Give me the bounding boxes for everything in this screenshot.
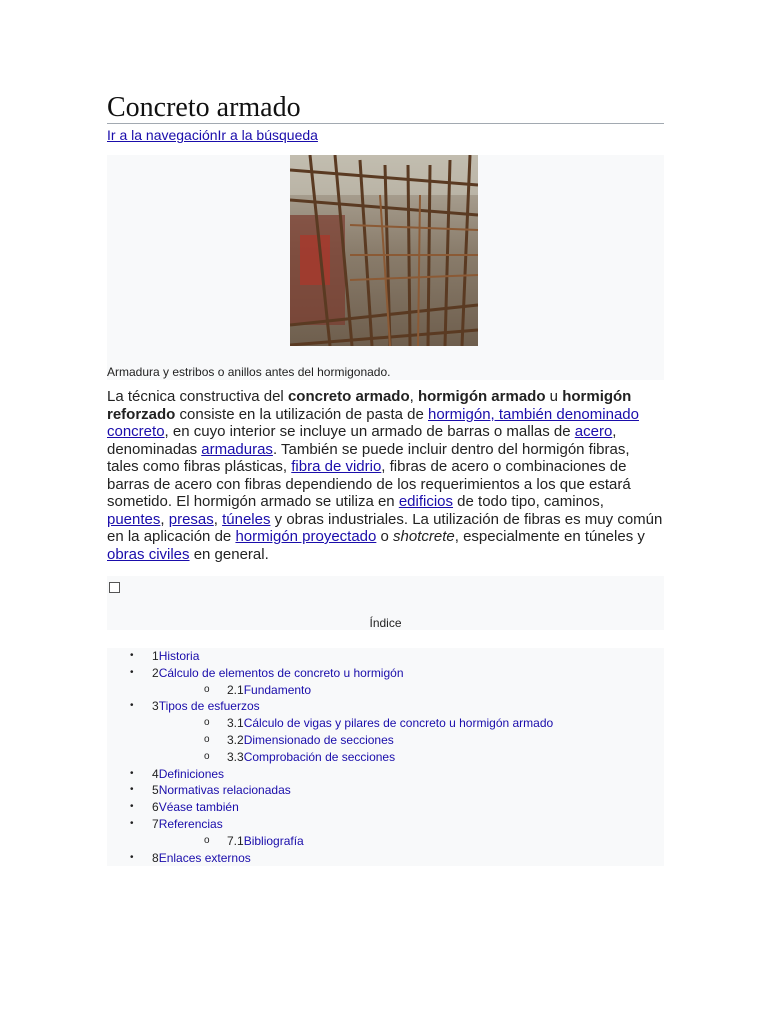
- toc-toggle-checkbox[interactable]: [109, 582, 120, 593]
- table-of-contents: [107, 576, 664, 870]
- lead-text: . También se puede incluir dentro del hormigón fibras, tales como fibras plásticas,: [107, 440, 630, 475]
- term-concreto-armado: concreto armado: [287, 388, 410, 405]
- lead-paragraph: [107, 388, 664, 563]
- link-obras-civiles[interactable]: obras civiles: [107, 545, 190, 563]
- link-fibra-de-vidrio[interactable]: fibra de vidrio: [291, 458, 382, 475]
- toc-item[interactable]: [107, 698, 664, 715]
- toc-number: 3.2: [227, 732, 244, 747]
- toc-item[interactable]: [107, 799, 664, 816]
- toc-label: Enlaces externos: [158, 850, 251, 865]
- toc-item[interactable]: [107, 816, 664, 833]
- toc-label: Comprobación de secciones: [243, 749, 396, 764]
- bullet-icon: •: [130, 851, 134, 863]
- jump-to-navigation-link[interactable]: Ir a la navegación: [107, 127, 218, 143]
- jump-links: [107, 127, 318, 143]
- lead-text: o: [376, 528, 394, 545]
- jump-to-search-link[interactable]: Ir a la búsqueda: [217, 127, 318, 143]
- sub-bullet-icon: o: [204, 733, 210, 745]
- link-presas[interactable]: presas: [168, 510, 214, 528]
- lead-text: consiste en la utilización de pasta de: [175, 405, 428, 423]
- toc-item[interactable]: [107, 732, 664, 749]
- toc-label: Fundamento: [243, 682, 312, 697]
- sub-bullet-icon: o: [204, 750, 210, 762]
- lead-text: y obras industriales. La utilización de fibras es muy común en la aplicación de: [107, 510, 663, 545]
- bullet-icon: •: [130, 767, 134, 779]
- toc-label: Cálculo de elementos de concreto u hormigón: [158, 665, 404, 680]
- lead-text: ,: [213, 510, 223, 528]
- toc-number: 5: [152, 783, 159, 798]
- toc-number: 6: [152, 800, 159, 815]
- toc-link[interactable]: [152, 766, 224, 782]
- lead-text: , especialmente en túneles y: [454, 528, 645, 545]
- lead-text: , en cuyo interior se incluye un armado de barras o mallas de: [164, 423, 575, 440]
- toc-number: 2.1: [227, 682, 244, 697]
- toc-item[interactable]: [107, 782, 664, 799]
- link-hormigon[interactable]: hormigón, también denominado concreto: [107, 405, 639, 440]
- toc-number: 7: [152, 816, 159, 831]
- toc-label: Bibliografía: [243, 833, 304, 848]
- link-tuneles[interactable]: túneles: [222, 510, 271, 528]
- lead-text: en general.: [189, 545, 269, 563]
- link-armaduras[interactable]: armaduras: [201, 440, 273, 458]
- term-hormigon-armado: hormigón armado: [417, 388, 546, 405]
- link-hormigon-proyectado[interactable]: hormigón proyectado: [235, 528, 377, 545]
- toc-item[interactable]: [107, 749, 664, 766]
- link-puentes[interactable]: puentes: [107, 510, 161, 528]
- toc-link[interactable]: [152, 698, 260, 714]
- bullet-icon: •: [130, 666, 134, 678]
- toc-number: 3.1: [227, 716, 244, 731]
- toc-number: 3.3: [227, 749, 244, 764]
- toc-label: Véase también: [158, 800, 239, 815]
- bullet-icon: •: [130, 817, 134, 829]
- link-acero[interactable]: acero: [574, 423, 613, 440]
- sub-bullet-icon: o: [204, 683, 210, 695]
- toc-list: [107, 648, 664, 866]
- figure: [107, 155, 664, 380]
- toc-header: [107, 576, 664, 630]
- toc-number: 7.1: [227, 833, 244, 848]
- toc-number: 3: [152, 699, 159, 714]
- term-shotcrete: shotcrete: [393, 528, 455, 545]
- bullet-icon: •: [130, 784, 134, 796]
- toc-link[interactable]: [152, 648, 199, 664]
- toc-item[interactable]: [107, 833, 664, 850]
- bullet-icon: •: [130, 801, 134, 813]
- sub-bullet-icon: o: [204, 834, 210, 846]
- link-edificios[interactable]: edificios: [398, 493, 454, 510]
- bullet-icon: •: [130, 650, 134, 661]
- toc-label: Referencias: [158, 816, 223, 831]
- toc-number: 4: [152, 766, 159, 781]
- toc-label: Definiciones: [158, 766, 225, 781]
- toc-label: Dimensionado de secciones: [243, 732, 394, 747]
- toc-link[interactable]: [227, 682, 311, 698]
- toc-link[interactable]: [152, 799, 239, 815]
- term-hormigon-reforzado: hormigón reforzado: [107, 388, 632, 423]
- toc-number: 8: [152, 850, 159, 865]
- page-title: Concreto armado: [107, 92, 664, 124]
- toc-item[interactable]: [107, 682, 664, 699]
- toc-link[interactable]: [152, 665, 404, 681]
- lead-text: , denominadas: [107, 423, 617, 458]
- toc-link[interactable]: [227, 715, 553, 731]
- toc-link[interactable]: [152, 816, 223, 832]
- toc-item[interactable]: [107, 648, 664, 665]
- toc-item[interactable]: [107, 665, 664, 682]
- toc-link[interactable]: [227, 833, 304, 849]
- lead-text: u: [545, 388, 563, 405]
- toc-title: Índice: [369, 616, 402, 630]
- lead-text: de todo tipo, caminos,: [453, 493, 604, 510]
- toc-item[interactable]: [107, 850, 664, 867]
- toc-item[interactable]: [107, 766, 664, 783]
- lead-text: , fibras de acero o combinaciones de barras de acero con fibras dependiendo de los requerimientos a los que estará sometido. El hormigón armado se utiliza en: [107, 458, 631, 510]
- toc-label: Historia: [158, 649, 200, 663]
- toc-link[interactable]: [152, 850, 251, 866]
- lead-text: ,: [160, 510, 169, 528]
- lead-text: La técnica constructiva del: [107, 388, 288, 405]
- lead-text: ,: [409, 388, 418, 405]
- toc-label: Cálculo de vigas y pilares de concreto u hormigón armado: [243, 716, 554, 731]
- toc-link[interactable]: [227, 749, 395, 765]
- toc-label: Normativas relacionadas: [158, 783, 291, 798]
- toc-item[interactable]: [107, 715, 664, 732]
- toc-label: Tipos de esfuerzos: [158, 699, 260, 714]
- rebar-cage-photo[interactable]: [290, 155, 478, 346]
- toc-number: 2: [152, 665, 159, 680]
- sub-bullet-icon: o: [204, 717, 210, 729]
- figure-caption: Armadura y estribos o anillos antes del hormigonado.: [107, 365, 391, 379]
- toc-number: 1: [152, 649, 159, 663]
- toc-link[interactable]: [227, 732, 394, 748]
- toc-link[interactable]: [152, 782, 291, 798]
- bullet-icon: •: [130, 700, 134, 712]
